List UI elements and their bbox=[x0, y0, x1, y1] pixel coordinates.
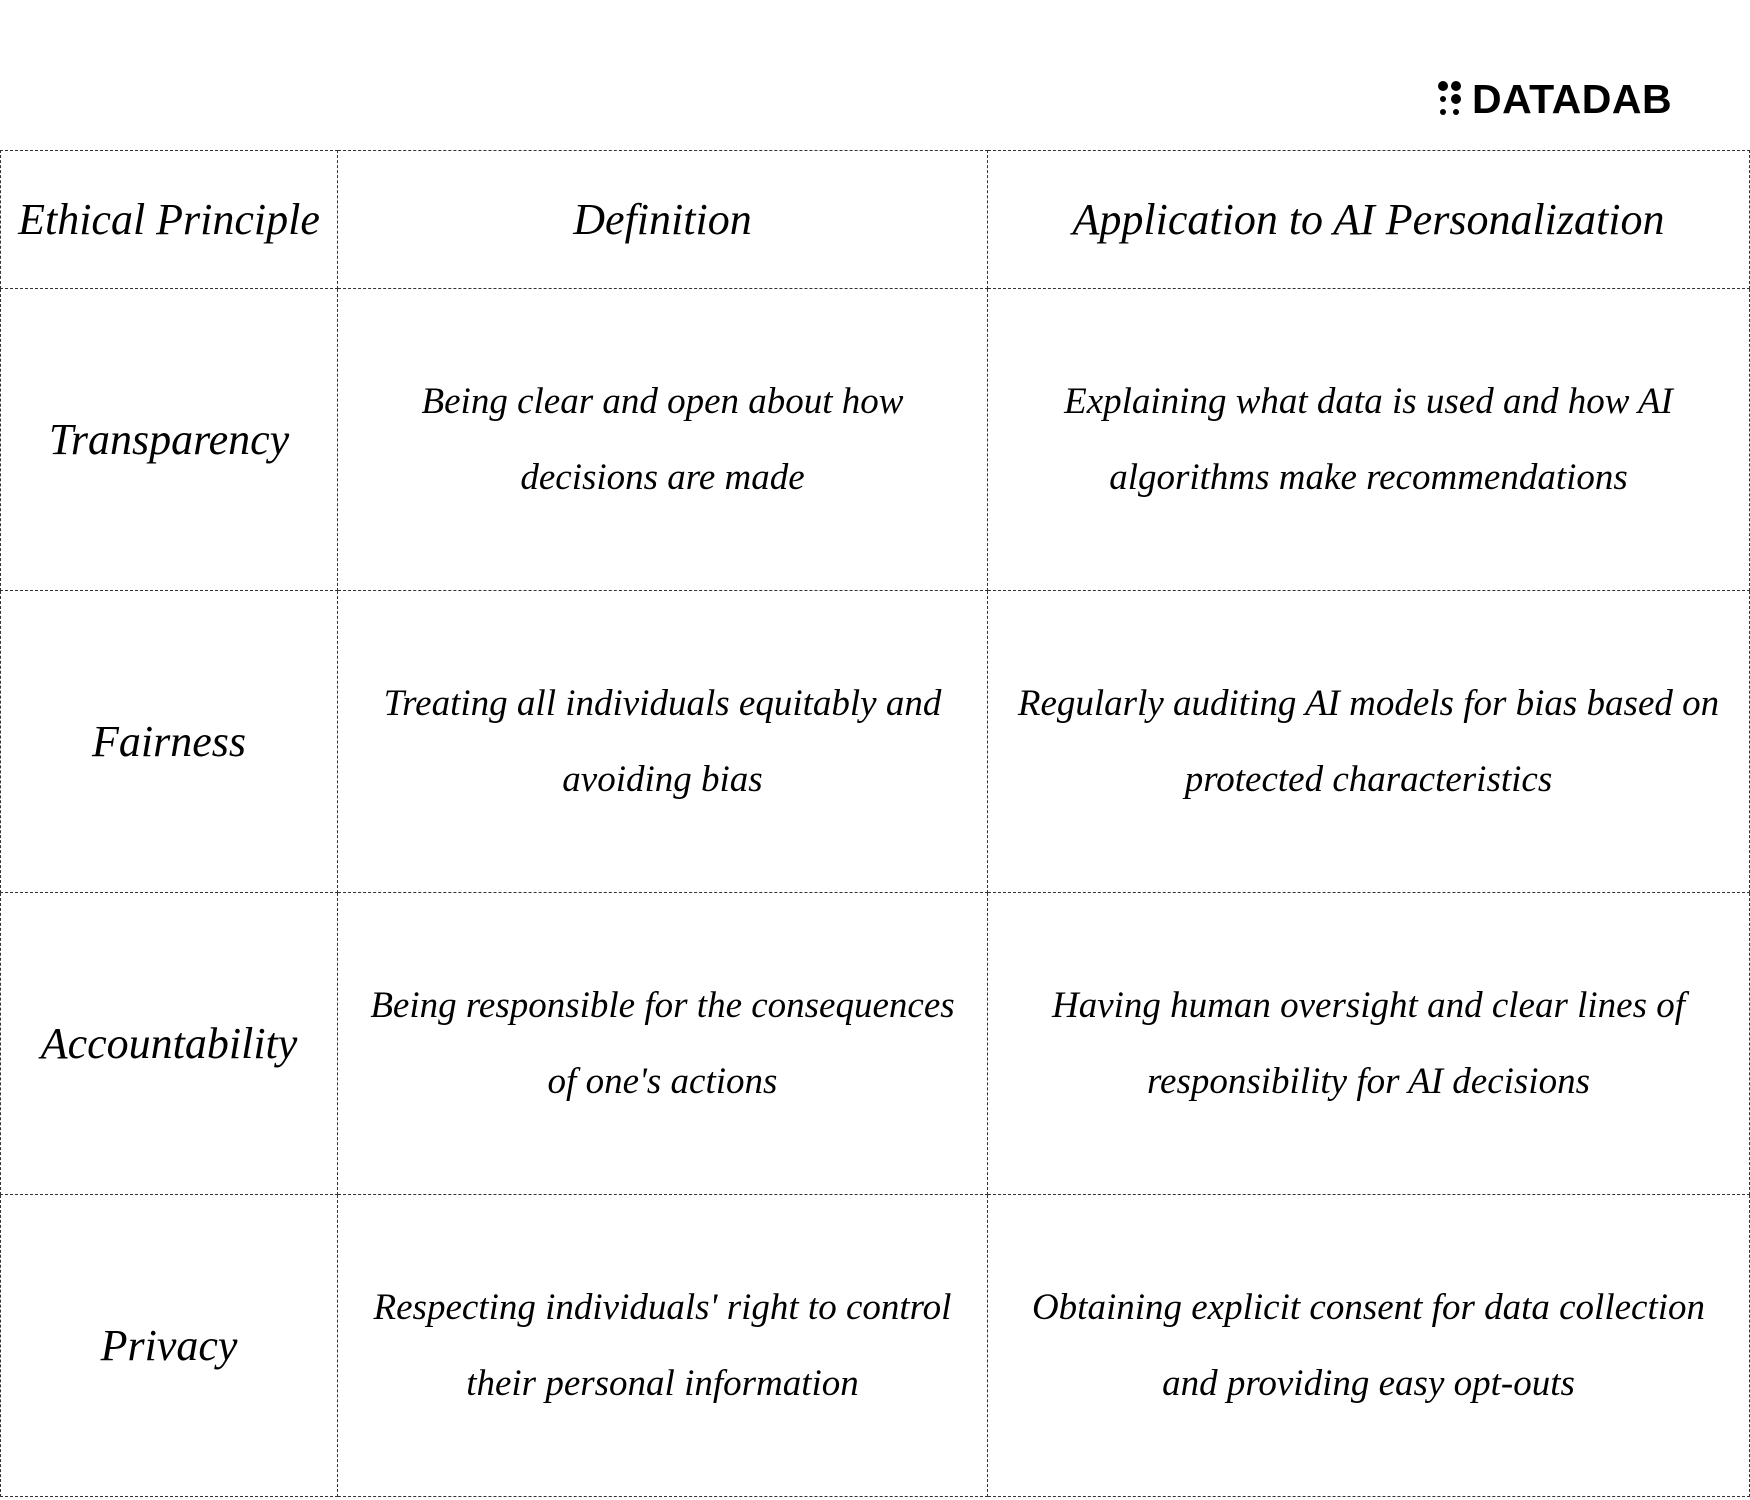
header-definition: Definition bbox=[338, 151, 988, 289]
cell-application: Regularly auditing AI models for bias based on protected characteristics bbox=[988, 591, 1750, 893]
cell-application: Obtaining explicit consent for data collection and providing easy opt-outs bbox=[988, 1195, 1750, 1497]
cell-definition: Being responsible for the consequences of one's actions bbox=[338, 893, 988, 1195]
table-row bbox=[1, 289, 1750, 591]
cell-principle: Transparency bbox=[1, 289, 338, 591]
cell-definition: Treating all individuals equitably and avoiding bias bbox=[338, 591, 988, 893]
cell-principle: Accountability bbox=[1, 893, 338, 1195]
table-row bbox=[1, 893, 1750, 1195]
cell-definition: Respecting individuals' right to control their personal information bbox=[338, 1195, 988, 1497]
cell-principle: Fairness bbox=[1, 591, 338, 893]
header-application: Application to AI Personalization bbox=[988, 151, 1750, 289]
cell-application: Explaining what data is used and how AI algorithms make recommendations bbox=[988, 289, 1750, 591]
table-header-row bbox=[1, 151, 1750, 289]
cell-principle: Privacy bbox=[1, 1195, 338, 1497]
cell-application: Having human oversight and clear lines of responsibility for AI decisions bbox=[988, 893, 1750, 1195]
table-row bbox=[1, 591, 1750, 893]
header-ethical-principle: Ethical Principle bbox=[1, 151, 338, 289]
six-dot-grid-icon bbox=[1438, 81, 1462, 117]
table-row bbox=[1, 1195, 1750, 1497]
cell-definition: Being clear and open about how decisions are made bbox=[338, 289, 988, 591]
logo-text: DATADAB bbox=[1472, 75, 1673, 122]
ethics-table bbox=[0, 150, 1750, 1497]
datadab-logo bbox=[1438, 75, 1673, 122]
